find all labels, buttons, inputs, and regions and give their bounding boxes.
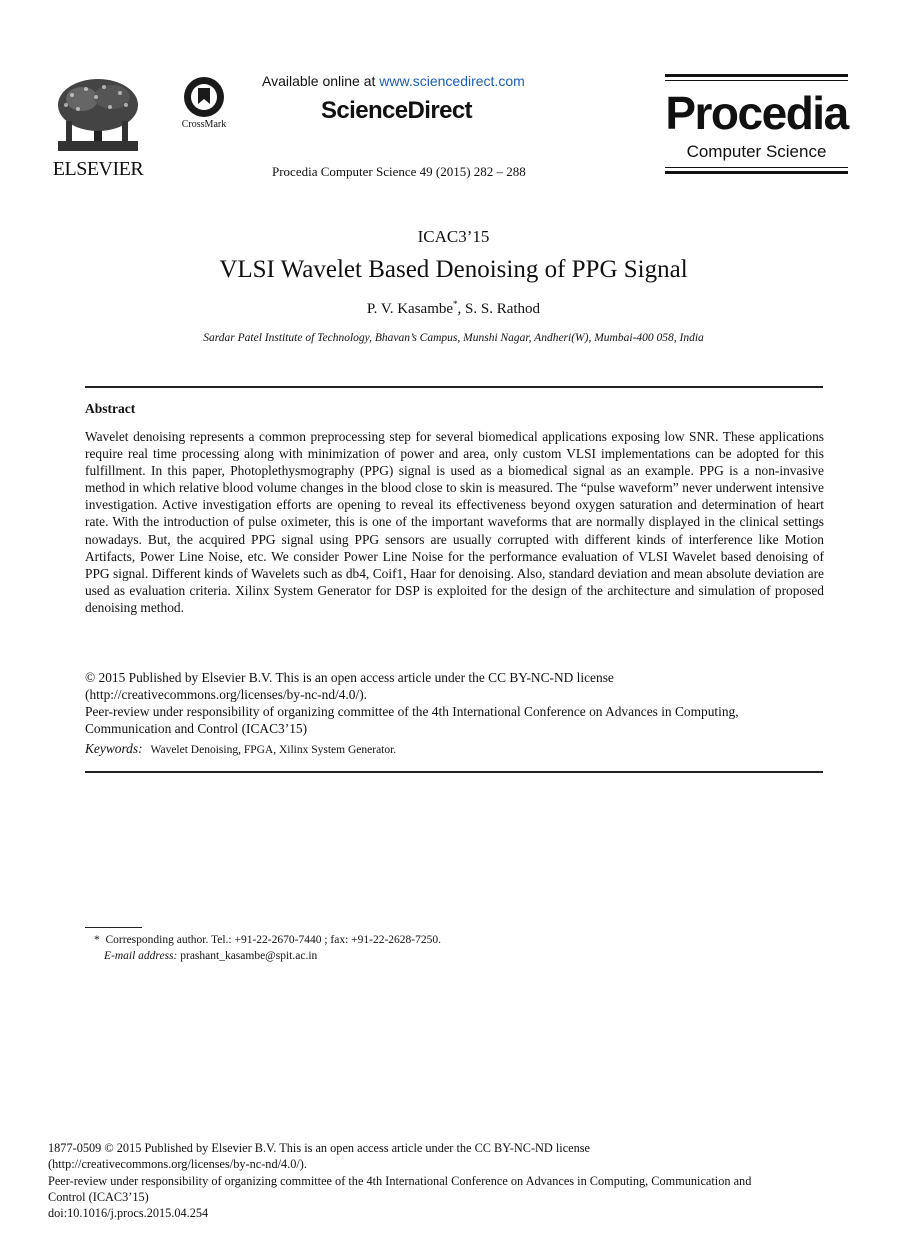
- journal-reference: Procedia Computer Science 49 (2015) 282 – 288: [272, 164, 526, 179]
- logo-rule-top-thin: [665, 80, 848, 81]
- abstract-heading: Abstract: [85, 401, 136, 416]
- footnote: [94, 932, 441, 964]
- sciencedirect-link[interactable]: www.sciencedirect.com: [379, 73, 525, 89]
- available-prefix: Available online at: [262, 73, 380, 89]
- logo-rule-bottom: [665, 171, 848, 174]
- author-mark: *: [453, 299, 458, 309]
- keywords-label: Keywords:: [85, 741, 143, 756]
- journal-logo: [665, 74, 848, 175]
- email-label: E-mail address:: [104, 950, 178, 962]
- conference-name: ICAC3’15: [417, 227, 490, 246]
- paper-title: VLSI Wavelet Based Denoising of PPG Signal: [219, 256, 688, 283]
- license-line: © 2015 Published by Elsevier B.V. This is an open access article under the CC BY-NC-ND license: [85, 670, 614, 685]
- corresponding-author: Corresponding author. Tel.: +91-22-2670-7440 ; fax: +91-22-2628-7250.: [105, 934, 442, 946]
- logo-rule-bottom-thin: [665, 167, 848, 168]
- license-link[interactable]: (http://creativecommons.org/licenses/by-nc-nd/4.0/).: [85, 687, 368, 703]
- platform-brand: ScienceDirect: [321, 97, 472, 124]
- keywords: [85, 741, 396, 757]
- author-primary: P. V. Kasambe: [366, 301, 454, 317]
- issn-license-line: 1877-0509 © 2015 Published by Elsevier B.V. This is an open access article under the CC BY-NC-ND license: [48, 1141, 591, 1155]
- divider-top: [85, 386, 823, 388]
- journal-subtitle: Computer Science: [686, 142, 827, 161]
- keywords-text: Wavelet Denoising, FPGA, Xilinx System Generator.: [150, 744, 397, 756]
- footnote-rule: [85, 927, 142, 928]
- footnote-mark: *: [94, 934, 100, 946]
- crossmark-badge[interactable]: [176, 76, 232, 134]
- license-block: [85, 669, 824, 737]
- elsevier-logo: [52, 75, 144, 180]
- footnote-email: [94, 948, 441, 964]
- affiliation: Sardar Patel Institute of Technology, Bhavan’s Campus, Munshi Nagar, Andheri(W), Mumbai-400 058, India: [203, 332, 704, 344]
- abstract-text: Wavelet denoising represents a common preprocessing step for several biomedical applications exposing low SNR. These applications require real time processing along with minimization of power and area, only custom VLSI implementations can be adopted for this fulfillment. In this paper, Photoplethysmography (PPG) signal is used as a biomedical signal as an example. PPG is a non-invasive method in which relative blood volume changes in the blood close to skin is measured. The “pulse waveform” never underwent intensive investigation. Active investigation efforts are opening to reveal its effectiveness beyond oxygen saturation and determination of heart rate. With the introduction of pulse oximeter, this is one of the important waveforms that are normally displayed in the clinical settings nowadays. But, the acquired PPG signal using PPG sensors are usually corrupted with different kinds of interference like Motion Artifacts, Power Line Noise, etc. We consider Power Line Noise for the performance evaluation of VLSI Wavelet based denoising of PPG signal. Different kinds of Wavelets such as db4, Coif1, Haar for denoising. Also, standard deviation and mean absolute deviation are used as evaluation criteria. Xilinx System Generator for DSP is exploited for the design of the architecture and simulation of proposed denoising method.: [85, 429, 824, 615]
- crossmark-icon: [176, 76, 232, 120]
- bottom-peer-review-2: Control (ICAC3’15): [48, 1189, 149, 1204]
- crossmark-label: CrossMark: [181, 119, 227, 130]
- peer-review-line-2: Communication and Control (ICAC3’15): [85, 721, 308, 737]
- bottom-license-link[interactable]: (http://creativecommons.org/licenses/by-nc-nd/4.0/).: [48, 1157, 307, 1172]
- peer-review-line: Peer-review under responsibility of organizing committee of the 4th International Conference on Advances in Computing,: [85, 704, 739, 720]
- doi[interactable]: doi:10.1016/j.procs.2015.04.254: [48, 1206, 209, 1221]
- author-list: [0, 299, 907, 318]
- footnote-corresponding: [94, 932, 441, 948]
- divider-bottom: [85, 771, 823, 773]
- elsevier-tree-icon: [52, 75, 144, 155]
- bottom-license: [48, 1140, 848, 1221]
- publisher-name: ELSEVIER: [52, 158, 144, 180]
- journal-brand: Procedia: [665, 87, 848, 139]
- author-secondary: , S. S. Rathod: [457, 301, 541, 317]
- logo-rule-top: [665, 74, 848, 77]
- email-address[interactable]: prashant_kasambe@spit.ac.in: [180, 950, 318, 962]
- bottom-peer-review: Peer-review under responsibility of organizing committee of the 4th International Conference on Advances in Computing, Communication and: [48, 1173, 752, 1188]
- available-online: [262, 73, 525, 89]
